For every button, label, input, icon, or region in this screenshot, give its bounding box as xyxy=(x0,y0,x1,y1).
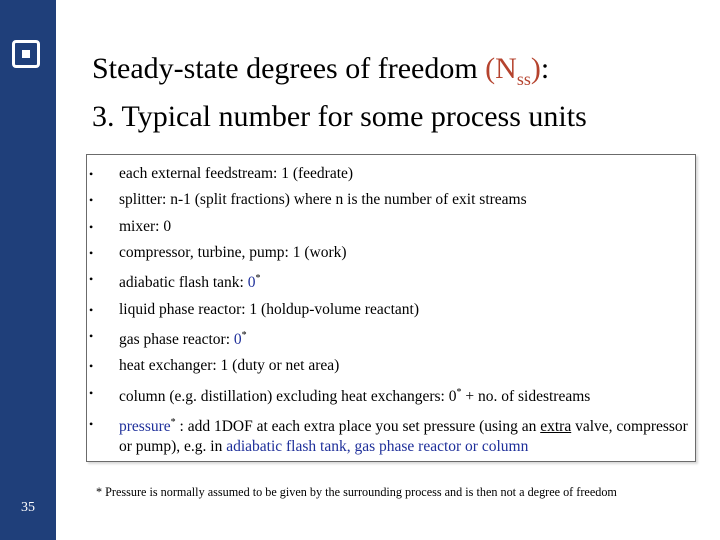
footnote-star: * xyxy=(255,273,261,285)
bullet-icon: • xyxy=(89,417,94,432)
item-text-tail: + no. of sidestreams xyxy=(461,387,591,405)
bullet-icon: • xyxy=(89,302,94,317)
list-item xyxy=(87,240,695,266)
title-n-sub: ss xyxy=(516,69,531,89)
zero-value: 0 xyxy=(233,331,242,349)
footnote-star: * xyxy=(170,417,176,429)
list-item xyxy=(87,297,695,323)
bullet-icon: • xyxy=(89,245,94,260)
bullet-icon: • xyxy=(89,193,94,208)
title-n-open: (N xyxy=(485,52,517,85)
list-item xyxy=(87,266,695,296)
bullet-icon: • xyxy=(89,328,94,343)
bullet-icon: • xyxy=(89,359,94,374)
item-text: column (e.g. distillation) excluding heat exchangers: 0 xyxy=(119,387,457,405)
ntnu-logo-icon xyxy=(12,40,40,68)
item-text: heat exchanger: 1 (duty or net area) xyxy=(119,357,340,375)
sidebar xyxy=(0,0,56,540)
bullet-icon: • xyxy=(89,385,94,400)
zero-value: 0 xyxy=(247,274,256,292)
bullet-icon: • xyxy=(89,272,94,287)
extra-underlined: extra xyxy=(540,418,572,436)
slide-title xyxy=(92,50,692,135)
footnote-star: * xyxy=(456,386,462,398)
page-number: 35 xyxy=(21,500,35,515)
list-item xyxy=(87,380,695,410)
title-n-close: ) xyxy=(530,52,541,85)
bullet-icon: • xyxy=(89,219,94,234)
highlighted-units: adiabatic flash tank, gas phase reactor or column xyxy=(226,438,529,456)
list-item xyxy=(87,187,695,213)
bullet-icon: • xyxy=(89,167,94,181)
bullet-list xyxy=(87,161,695,457)
list-item xyxy=(87,161,695,187)
item-text: : add 1DOF at each extra place you set pressure (using an xyxy=(175,418,541,436)
item-text: valve, compressor or pump), e.g. in xyxy=(119,418,688,456)
item-text: splitter: n-1 (split fractions) where n is the number of exit streams xyxy=(119,191,527,209)
list-item xyxy=(87,353,695,379)
item-text: liquid phase reactor: 1 (holdup-volume reactant) xyxy=(119,300,419,318)
list-item xyxy=(87,410,695,457)
item-text: gas phase reactor: xyxy=(119,331,234,349)
content-box xyxy=(86,154,696,462)
list-item xyxy=(87,214,695,240)
footnote-star: * xyxy=(241,329,247,341)
item-text: each external feedstream: 1 (feedrate) xyxy=(119,165,354,182)
title-line2: 3. Typical number for some process units xyxy=(92,100,587,133)
item-text: compressor, turbine, pump: 1 (work) xyxy=(119,243,347,261)
list-item xyxy=(87,323,695,353)
title-line1-prefix: Steady-state degrees of freedom xyxy=(92,52,486,85)
footnote: * Pressure is normally assumed to be given by the surrounding process and is then not a degree of freedom xyxy=(96,485,617,499)
item-text: mixer: 0 xyxy=(119,217,172,235)
pressure-label: pressure xyxy=(119,418,171,436)
item-text: adiabatic flash tank: xyxy=(119,274,248,292)
title-line1-suffix: : xyxy=(540,52,550,85)
